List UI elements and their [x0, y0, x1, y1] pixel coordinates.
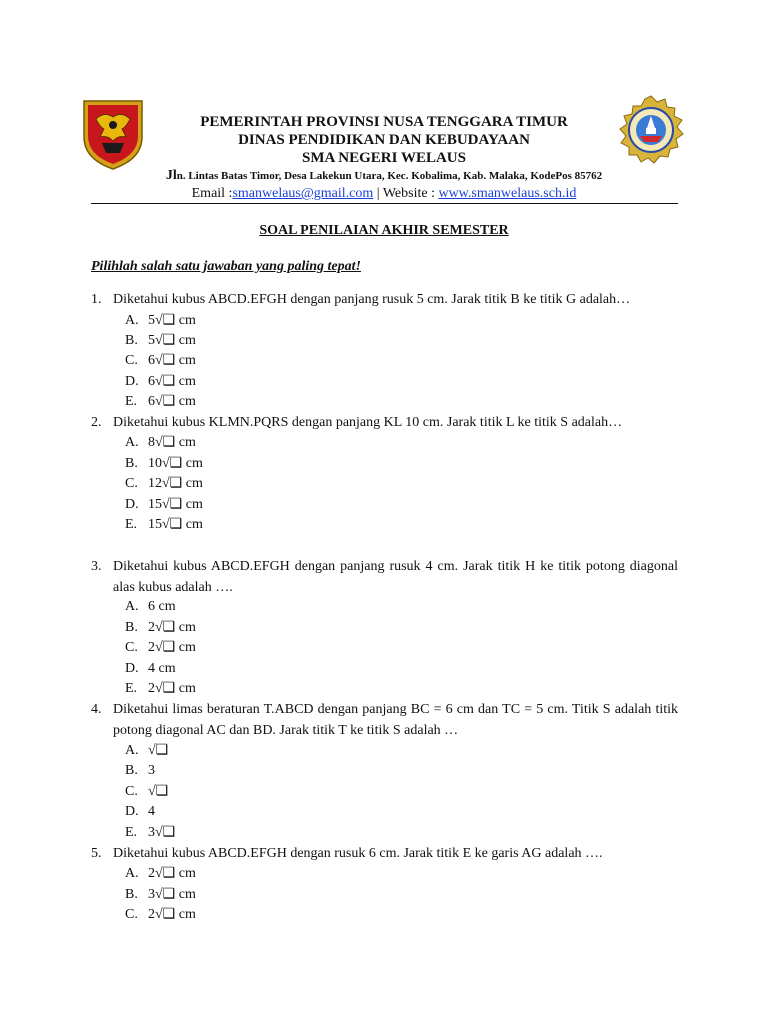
option-letter: B. — [125, 620, 138, 635]
question-number: 3. — [91, 559, 102, 574]
option-letter: B. — [125, 456, 138, 471]
option-letter: D. — [125, 374, 139, 389]
answer-option — [113, 782, 513, 802]
answer-option — [113, 311, 513, 331]
answer-option — [113, 659, 513, 679]
answer-option — [113, 474, 513, 494]
answer-option — [113, 638, 513, 658]
answer-option — [113, 331, 513, 351]
answer-option — [113, 679, 513, 699]
option-letter: A. — [125, 313, 139, 328]
option-letter: C. — [125, 353, 138, 368]
answer-option — [113, 618, 513, 638]
option-letter: B. — [125, 763, 138, 778]
header-address — [0, 168, 768, 184]
question-number: 2. — [91, 415, 102, 430]
address-prefix: Jl — [165, 168, 177, 183]
option-letter: B. — [125, 333, 138, 348]
website-link[interactable]: www.smanwelaus.sch.id — [438, 186, 577, 201]
option-value: 5√❑ cm — [148, 313, 196, 328]
answer-option — [113, 597, 513, 617]
question-number: 4. — [91, 702, 102, 717]
option-value: 6√❑ cm — [148, 353, 196, 368]
option-letter: C. — [125, 640, 138, 655]
answer-option — [113, 372, 513, 392]
question-text: Diketahui kubus ABCD.EFGH dengan rusuk 6 cm. Jarak titik E ke garis AG adalah …. — [113, 846, 603, 861]
option-value: √❑ — [148, 743, 169, 758]
option-value: 5√❑ cm — [148, 333, 196, 348]
option-value: 3√❑ — [148, 825, 176, 840]
option-letter: A. — [125, 599, 139, 614]
answer-option — [113, 454, 513, 474]
option-value: 10√❑ cm — [148, 456, 203, 471]
email-link[interactable]: smanwelaus@gmail.com — [232, 186, 374, 201]
option-value: 2√❑ cm — [148, 620, 196, 635]
answer-option — [113, 905, 513, 925]
option-letter: E. — [125, 825, 138, 840]
question-text: Diketahui kubus ABCD.EFGH dengan panjang rusuk 5 cm. Jarak titik B ke titik G adalah… — [113, 292, 631, 307]
option-value: 6√❑ cm — [148, 394, 196, 409]
question-text: Diketahui limas beraturan T.ABCD dengan panjang BC = 6 cm dan TC = 5 cm. Titik S adalah titik potong diagonal AC dan BD. Jarak titik T ke titik S adalah … — [113, 702, 678, 738]
option-value: 4 — [148, 804, 155, 819]
answer-option — [113, 864, 513, 884]
option-value: 3√❑ cm — [148, 887, 196, 902]
answer-option — [113, 823, 513, 843]
answer-option — [113, 761, 513, 781]
header-school-name: SMA NEGERI WELAUS — [302, 150, 466, 166]
option-letter: E. — [125, 681, 138, 696]
answer-option — [113, 741, 513, 761]
option-value: 2√❑ cm — [148, 640, 196, 655]
option-letter: D. — [125, 804, 139, 819]
option-value: 2√❑ cm — [148, 907, 196, 922]
option-value: 2√❑ cm — [148, 681, 196, 696]
option-value: 6√❑ cm — [148, 374, 196, 389]
header-government-line: PEMERINTAH PROVINSI NUSA TENGGARA TIMUR — [200, 114, 568, 130]
option-letter: A. — [125, 866, 139, 881]
option-letter: D. — [125, 661, 139, 676]
option-value: √❑ — [148, 784, 169, 799]
answer-option — [113, 515, 513, 535]
header-contact — [0, 185, 768, 203]
question-text: Diketahui kubus KLMN.PQRS dengan panjang KL 10 cm. Jarak titik L ke titik S adalah… — [113, 415, 623, 430]
option-value: 15√❑ cm — [148, 517, 203, 532]
option-value: 2√❑ cm — [148, 866, 196, 881]
option-value: 12√❑ cm — [148, 476, 203, 491]
answer-option — [113, 885, 513, 905]
answer-option — [113, 802, 513, 822]
question-number: 5. — [91, 846, 102, 861]
option-letter: A. — [125, 743, 139, 758]
option-letter: B. — [125, 887, 138, 902]
option-value: 3 — [148, 763, 155, 778]
option-value: 8√❑ cm — [148, 435, 196, 450]
answer-option — [113, 433, 513, 453]
option-letter: C. — [125, 784, 138, 799]
website-label: | Website : — [373, 186, 439, 201]
option-value: 6 cm — [148, 599, 176, 614]
question-number: 1. — [91, 292, 102, 307]
option-letter: A. — [125, 435, 139, 450]
question-text: Diketahui kubus ABCD.EFGH dengan panjang rusuk 4 cm. Jarak titik H ke titik potong diagonal alas kubus adalah …. — [113, 559, 678, 595]
email-label: Email : — [191, 186, 233, 201]
option-letter: E. — [125, 394, 138, 409]
answer-option — [113, 351, 513, 371]
option-letter: D. — [125, 497, 139, 512]
instruction-text: Pilihlah salah satu jawaban yang paling tepat! — [91, 259, 361, 274]
header-divider — [91, 203, 678, 204]
option-value: 4 cm — [148, 661, 176, 676]
header-department-line: DINAS PENDIDIKAN DAN KEBUDAYAAN — [238, 132, 530, 148]
answer-option — [113, 495, 513, 515]
answer-option — [113, 392, 513, 412]
option-value: 15√❑ cm — [148, 497, 203, 512]
option-letter: C. — [125, 476, 138, 491]
address-text: n. Lintas Batas Timor, Desa Lakekun Utara, Kec. Kobalima, Kab. Malaka, KodePos 85762 — [176, 170, 603, 182]
page-title: SOAL PENILAIAN AKHIR SEMESTER — [259, 223, 509, 238]
option-letter: C. — [125, 907, 138, 922]
option-letter: E. — [125, 517, 138, 532]
